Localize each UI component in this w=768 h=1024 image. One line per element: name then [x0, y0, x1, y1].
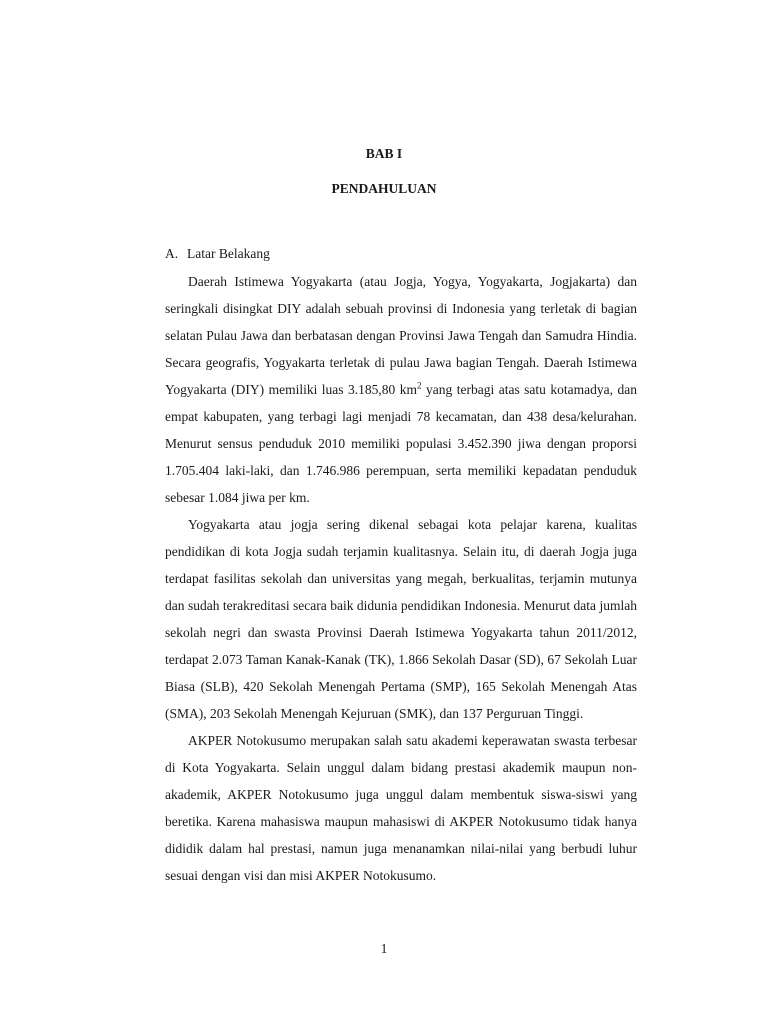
page-number: 1: [380, 941, 388, 956]
body-text: [165, 268, 637, 889]
superscript-2: 2: [417, 380, 422, 391]
chapter-title: BAB I: [365, 146, 403, 161]
section-heading: [165, 246, 270, 262]
paragraph-2: Yogyakarta atau jogja sering dikenal sebagai kota pelajar karena, kualitas pendidikan di kota Jogja sudah terjamin kualitasnya. Selain itu, di daerah Jogja juga terdapat fasilitas sekolah dan universitas yang megah, berkualitas, terjamin mutunya dan sudah terakreditasi secara baik didunia pendidikan Indonesia. Menurut data jumlah sekolah negri dan swasta Provinsi Daerah Istimewa Yogyakarta tahun 2011/2012, terdapat 2.073 Taman Kanak-Kanak (TK), 1.866 Sekolah Dasar (SD), 67 Sekolah Luar Biasa (SLB), 420 Sekolah Menengah Pertama (SMP), 165 Sekolah Menengah Atas (SMA), 203 Sekolah Menengah Kejuruan (SMK), dan 137 Perguruan Tinggi.: [165, 517, 637, 721]
paragraph-3: AKPER Notokusumo merupakan salah satu akademi keperawatan swasta terbesar di Kota Yogyakarta. Selain unggul dalam bidang prestasi akademik maupun non-akademik, AKPER Notokusumo juga unggul dalam membentuk siswa-siswi yang beretika. Karena mahasiswa maupun mahasiswi di AKPER Notokusumo tidak hanya dididik dalam hal prestasi, namun juga menanamkan nilai-nilai yang berbudi luhur sesuai dengan visi dan misi AKPER Notokusumo.: [165, 733, 637, 883]
section-title: Latar Belakang: [187, 246, 270, 261]
paragraph-1-part1: Daerah Istimewa Yogyakarta (atau Jogja, Yogya, Yogyakarta, Jogjakarta) dan seringkali disingkat DIY adalah sebuah provinsi di Indonesia yang terletak di bagian selatan Pulau Jawa dan berbatasan dengan Provinsi Jawa Tengah dan Samudra Hindia. Secara geografis, Yogyakarta terletak di pulau Jawa bagian Tengah. Daerah Istimewa Yogyakarta (DIY) memiliki luas 3.185,80 km: [165, 274, 637, 397]
paragraph-1: [165, 268, 637, 511]
section-marker: A.: [165, 246, 179, 261]
paragraph-1-part2: yang terbagi atas satu kotamadya, dan empat kabupaten, yang terbagi lagi menjadi 78 kecamatan, dan 438 desa/kelurahan. Menurut sensus penduduk 2010 memiliki populasi 3.452.390 jiwa dengan proporsi 1.705.404 laki-laki, dan 1.746.986 perempuan, serta memiliki kepadatan penduduk sebesar 1.084 jiwa per km.: [165, 382, 637, 505]
chapter-subtitle: PENDAHULUAN: [331, 181, 437, 196]
